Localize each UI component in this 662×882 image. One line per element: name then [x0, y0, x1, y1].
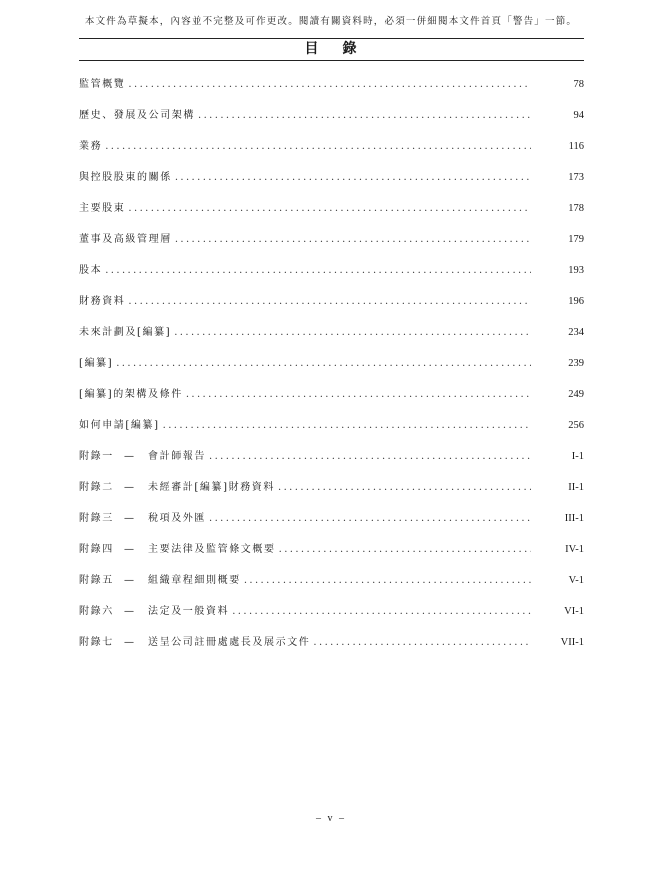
appendix-title: 法定及一般資料 [148, 606, 230, 617]
toc-entry-page: 78 [573, 79, 584, 90]
appendix-label: 附錄一 [79, 451, 114, 462]
toc-dot-leader [128, 202, 531, 216]
toc-entry-title: 歷史、發展及公司架構 [79, 110, 195, 121]
title-bottom-rule [79, 60, 584, 61]
toc-appendix-entry[interactable] [79, 450, 584, 481]
page-title-char-2: 錄 [342, 41, 359, 57]
appendix-page: VI-1 [564, 606, 584, 617]
appendix-label: 附錄三 [79, 513, 114, 524]
toc-entry[interactable] [79, 202, 584, 233]
appendix-dash: — [124, 575, 134, 586]
toc-dot-leader [278, 481, 531, 495]
draft-warning-notice: 本文件為草擬本，內容並不完整及可作更改。閱讀有關資料時，必須一併細閱本文件首頁「警告」一節。 [84, 16, 578, 27]
toc-entry-page: 116 [568, 141, 584, 152]
appendix-title: 稅項及外匯 [148, 513, 206, 524]
table-of-contents [79, 78, 584, 667]
toc-dot-leader [313, 636, 531, 650]
toc-entry-page: 193 [568, 265, 584, 276]
toc-dot-leader [128, 295, 531, 309]
toc-entry-title: [編纂]的架構及條件 [79, 389, 183, 400]
toc-entry-title: [編纂] [79, 358, 114, 369]
toc-dot-leader [279, 543, 531, 557]
toc-appendix-entry[interactable] [79, 481, 584, 512]
appendix-label: 附錄七 [79, 637, 114, 648]
toc-dot-leader [105, 140, 531, 154]
toc-appendix-entry[interactable] [79, 636, 584, 667]
toc-entry[interactable] [79, 78, 584, 109]
toc-entry-title: 未來計劃及[編纂] [79, 327, 172, 338]
toc-dot-leader [186, 388, 531, 402]
toc-entry-title: 業務 [79, 141, 103, 152]
toc-entry-page: 249 [568, 389, 584, 400]
appendix-dash: — [124, 544, 134, 555]
toc-entry-page: 173 [568, 172, 584, 183]
appendix-dash: — [124, 637, 134, 648]
appendix-title: 會計師報告 [148, 451, 206, 462]
appendix-page: V-1 [568, 575, 584, 586]
toc-entry[interactable] [79, 264, 584, 295]
toc-entry-page: 256 [568, 420, 584, 431]
toc-entry[interactable] [79, 326, 584, 357]
toc-appendix-entry[interactable] [79, 574, 584, 605]
page-number-footer: – v – [316, 813, 346, 824]
toc-dot-leader [174, 326, 531, 340]
toc-entry[interactable] [79, 295, 584, 326]
toc-entry-page: 196 [568, 296, 584, 307]
toc-dot-leader [116, 357, 531, 371]
appendix-page: I-1 [571, 451, 584, 462]
title-top-rule [79, 38, 584, 39]
page-title-char-1: 目 [304, 41, 321, 57]
toc-dot-leader [163, 419, 531, 433]
appendix-dash: — [124, 482, 134, 493]
toc-entry[interactable] [79, 171, 584, 202]
toc-entry-title: 監管概覽 [79, 79, 126, 90]
toc-appendix-entry[interactable] [79, 605, 584, 636]
toc-dot-leader [232, 605, 531, 619]
appendix-title: 主要法律及監管條文概要 [148, 544, 276, 555]
toc-entry-title: 財務資料 [79, 296, 126, 307]
toc-entry-title: 主要股東 [79, 203, 126, 214]
toc-appendix-entry[interactable] [79, 512, 584, 543]
toc-dot-leader [175, 171, 531, 185]
appendix-label: 附錄二 [79, 482, 114, 493]
toc-entry-title: 如何申請[編纂] [79, 420, 160, 431]
toc-dot-leader [209, 450, 531, 464]
toc-dot-leader [209, 512, 531, 526]
appendix-page: IV-1 [565, 544, 584, 555]
toc-dot-leader [244, 574, 531, 588]
page-title [79, 40, 584, 58]
toc-dot-leader [105, 264, 531, 278]
appendix-dash: — [124, 451, 134, 462]
toc-entry-page: 178 [568, 203, 584, 214]
appendix-label: 附錄六 [79, 606, 114, 617]
toc-entry-title: 股本 [79, 265, 103, 276]
toc-dot-leader [128, 78, 531, 92]
toc-entry[interactable] [79, 419, 584, 450]
toc-entry-page: 239 [568, 358, 584, 369]
toc-entry[interactable] [79, 109, 584, 140]
appendix-page: II-1 [568, 482, 584, 493]
toc-entry[interactable] [79, 388, 584, 419]
toc-dot-leader [175, 233, 531, 247]
toc-entry-title: 與控股股東的關係 [79, 172, 172, 183]
toc-entry-page: 179 [568, 234, 584, 245]
appendix-page: VII-1 [560, 637, 584, 648]
appendix-dash: — [124, 513, 134, 524]
toc-appendix-entry[interactable] [79, 543, 584, 574]
toc-entry-page: 94 [573, 110, 584, 121]
toc-entry[interactable] [79, 233, 584, 264]
appendix-page: III-1 [564, 513, 584, 524]
toc-dot-leader [198, 109, 531, 123]
appendix-dash: — [124, 606, 134, 617]
toc-entry-page: 234 [568, 327, 584, 338]
appendix-title: 組織章程細則概要 [148, 575, 241, 586]
appendix-label: 附錄四 [79, 544, 114, 555]
appendix-label: 附錄五 [79, 575, 114, 586]
toc-entry-title: 董事及高級管理層 [79, 234, 172, 245]
toc-entry[interactable] [79, 140, 584, 171]
toc-entry[interactable] [79, 357, 584, 388]
appendix-title: 未經審計[編纂]財務資料 [148, 482, 276, 493]
appendix-title: 送呈公司註冊處處長及展示文件 [148, 637, 311, 648]
